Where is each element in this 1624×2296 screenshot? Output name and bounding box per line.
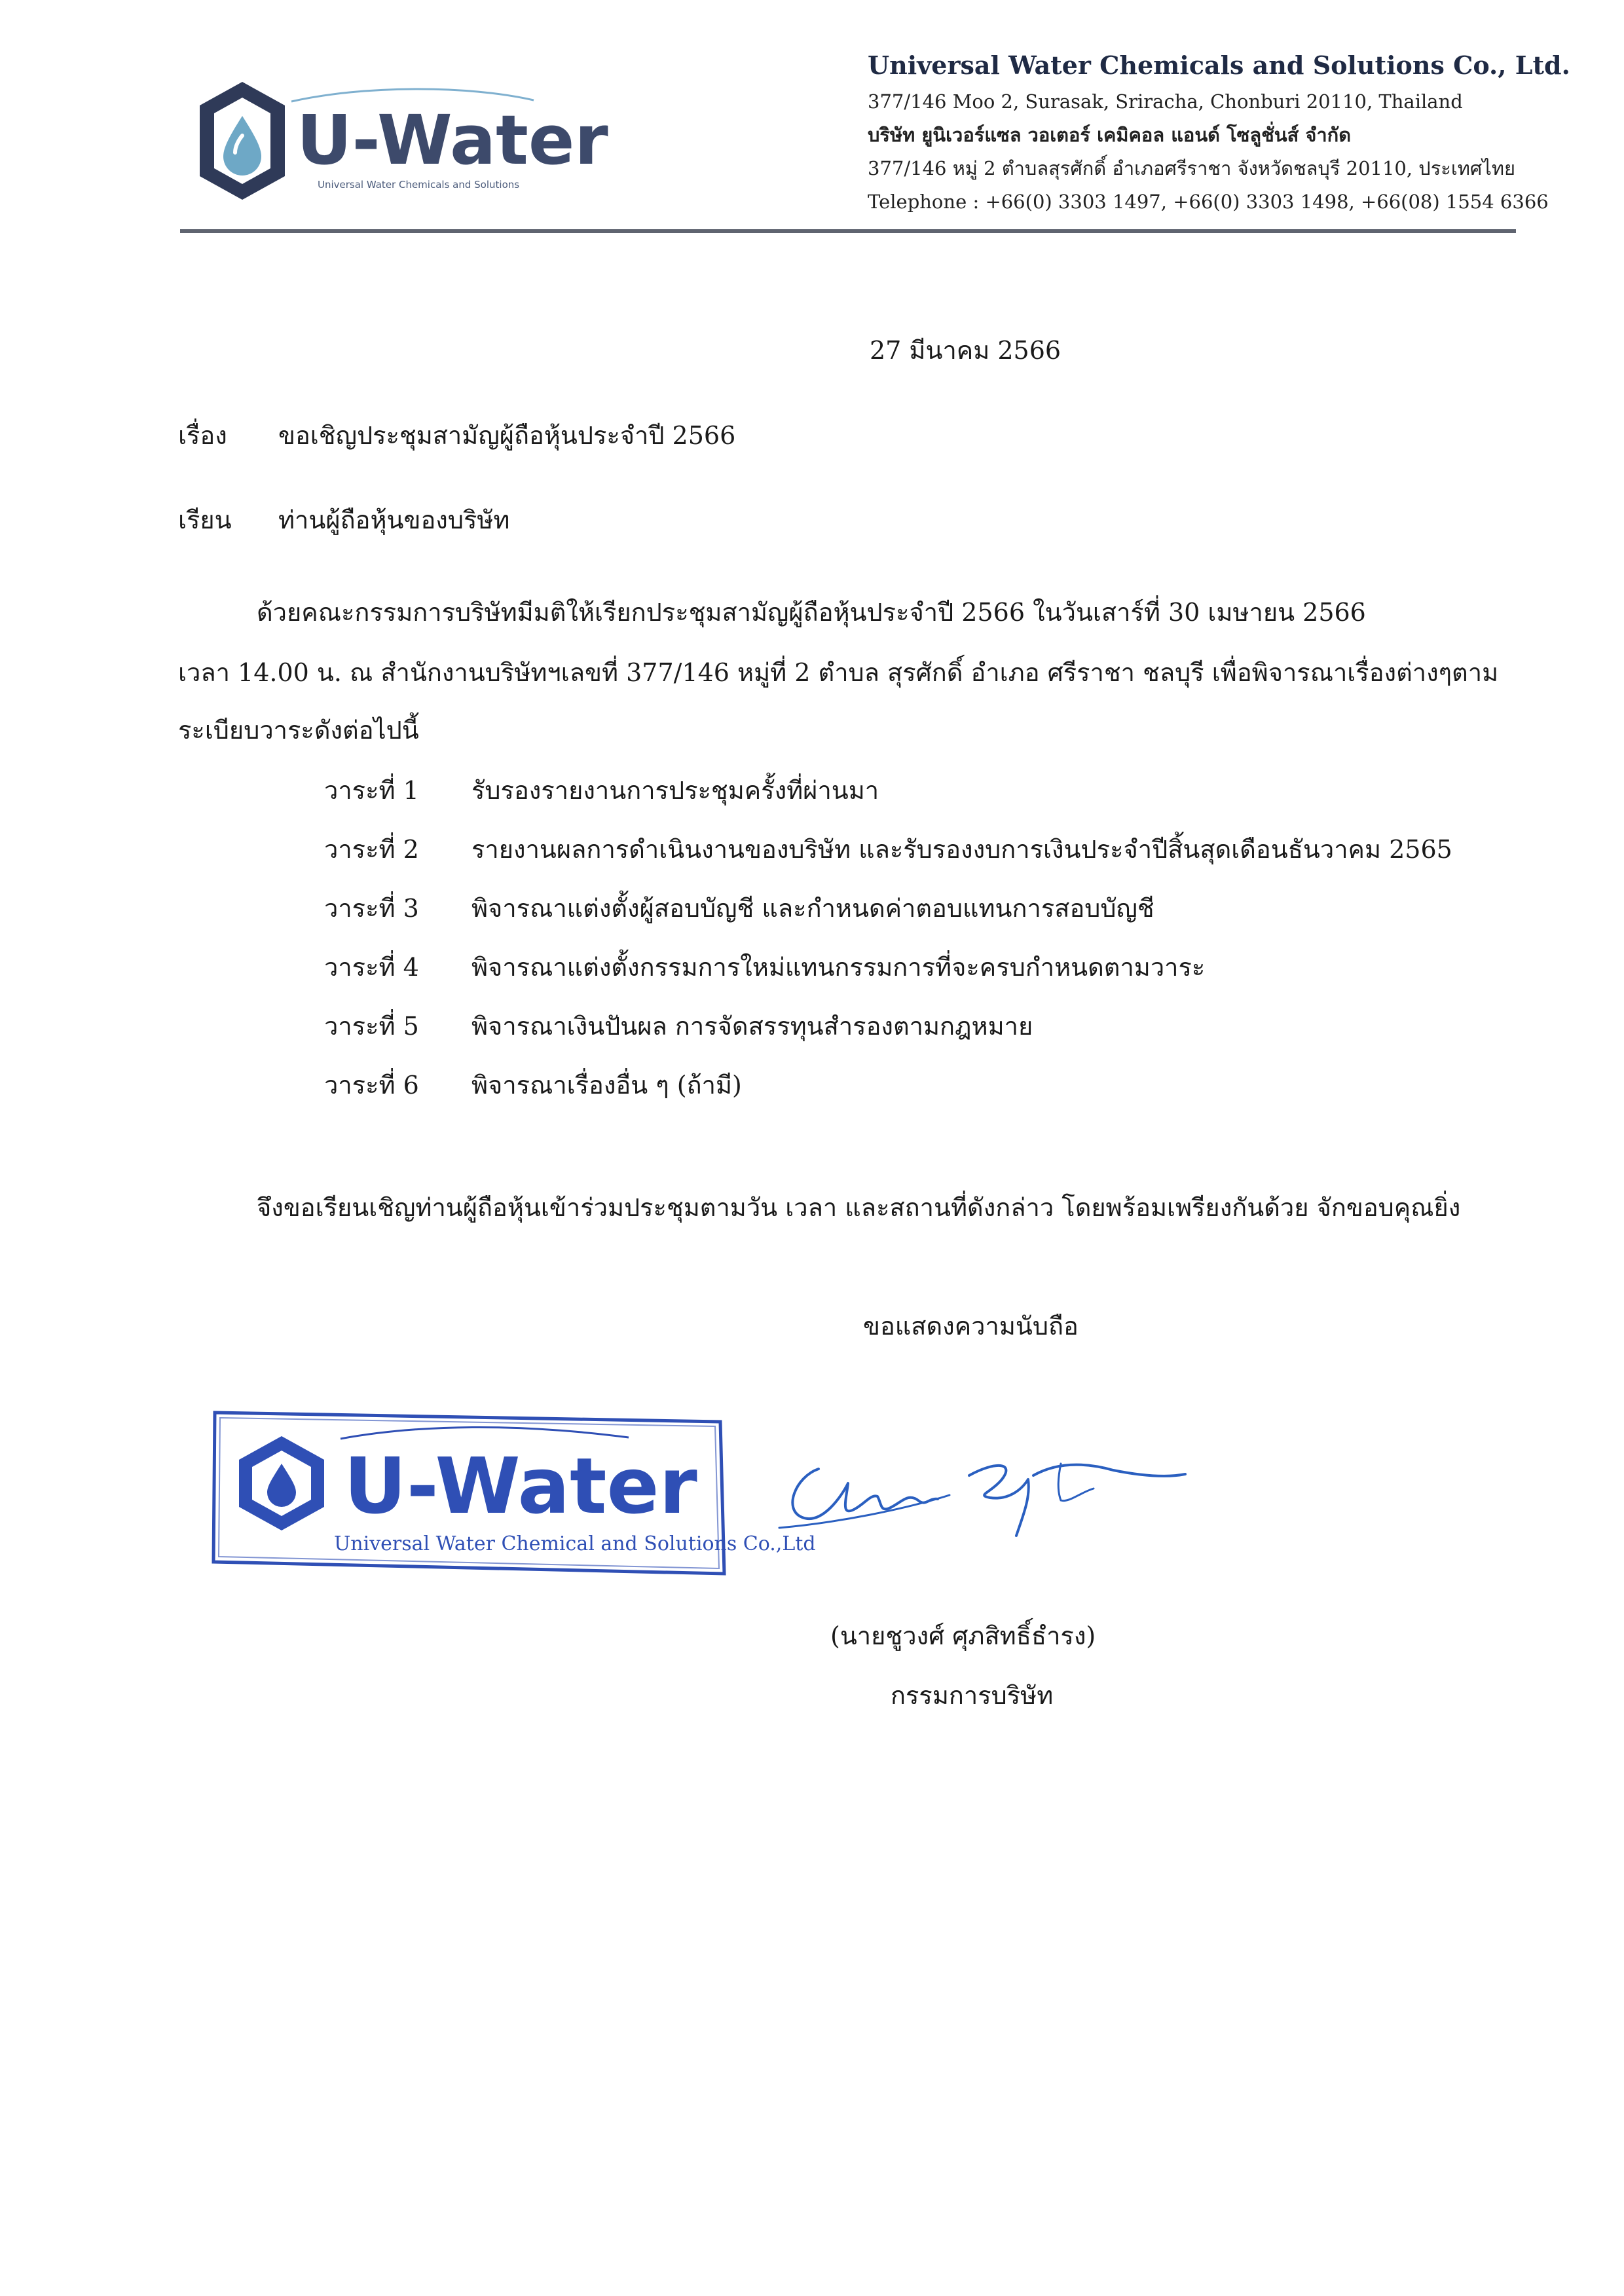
recipient-text: ท่านผู้ถือหุ้นของบริษัท (278, 506, 510, 534)
agenda-item-label: วาระที่ 5 (324, 1012, 419, 1041)
company-stamp (210, 1398, 816, 1582)
agenda-item-text: พิจารณาเงินปันผล การจัดสรรทุนสำรองตามกฎหมาย (471, 1012, 1033, 1041)
agenda-item-text: พิจารณาแต่งตั้งผู้สอบบัญชี และกำหนดค่าตอบแทนการสอบบัญชี (471, 894, 1154, 923)
agenda-item-label: วาระที่ 1 (324, 776, 419, 805)
telephone: Telephone : +66(0) 3303 1497, +66(0) 3303 1498, +66(08) 1554 6366 (868, 191, 1549, 213)
stamp-icon (210, 1398, 816, 1582)
agenda-item-text: รับรองรายงานการประชุมครั้งที่ผ่านมา (471, 776, 879, 805)
regards-text: ขอแสดงความนับถือ (863, 1312, 1079, 1341)
agenda-item-label: วาระที่ 4 (324, 953, 419, 982)
agenda-item-text: พิจารณาเรื่องอื่น ๆ (ถ้ามี) (471, 1071, 742, 1100)
signer-name: (นายชูวงศ์ ศุภสิทธิ์ธำรง) (830, 1621, 1096, 1650)
u-water-logo-icon (193, 75, 608, 206)
recipient-label: เรียน (178, 506, 232, 534)
subject-label: เรื่อง (178, 421, 227, 450)
body-paragraph-line-3: ระเบียบวาระดังต่อไปนี้ (178, 716, 419, 745)
signer-title: กรรมการบริษัท (891, 1681, 1054, 1710)
company-name-th: บริษัท ยูนิเวอร์แซล วอเตอร์ เคมิคอล แอนด์ โซลูชั่นส์ จำกัด (868, 124, 1352, 146)
agenda-item-label: วาระที่ 3 (324, 894, 419, 923)
company-name-en: Universal Water Chemicals and Solutions Co., Ltd. (868, 50, 1570, 80)
logo-wordmark: U-Water (297, 100, 608, 180)
agenda-item-label: วาระที่ 2 (324, 835, 419, 864)
company-logo (193, 75, 608, 206)
agenda-item-text: รายงานผลการดำเนินงานของบริษัท และรับรองงบการเงินประจำปีสิ้นสุดเดือนธันวาคม 2565 (471, 835, 1452, 864)
logo-tagline: Universal Water Chemicals and Solutions (318, 179, 520, 191)
agenda-item-label: วาระที่ 6 (324, 1071, 419, 1100)
signature (773, 1437, 1192, 1555)
handwritten-signature-icon (773, 1437, 1192, 1555)
header-divider (180, 229, 1516, 233)
body-paragraph-line-2: เวลา 14.00 น. ณ สำนักงานบริษัทฯเลขที่ 377/146 หมู่ที่ 2 ตำบล สุรศักดิ์ อำเภอ ศรีราชา ชลบุรี เพื่อพิจารณาเรื่องต่างๆตาม (178, 658, 1499, 687)
address-en: 377/146 Moo 2, Surasak, Sriracha, Chonburi 20110, Thailand (868, 90, 1463, 113)
subject-text: ขอเชิญประชุมสามัญผู้ถือหุ้นประจำปี 2566 (278, 421, 736, 450)
stamp-text: Universal Water Chemical and Solutions Co.,Ltd (334, 1532, 816, 1555)
body-paragraph-line-1: ด้วยคณะกรรมการบริษัทมีมติให้เรียกประชุมสามัญผู้ถือหุ้นประจำปี 2566 ในวันเสาร์ที่ 30 เมษายน 2566 (257, 598, 1366, 627)
stamp-wordmark: U-Water (344, 1441, 697, 1531)
closing-paragraph: จึงขอเรียนเชิญท่านผู้ถือหุ้นเข้าร่วมประชุมตามวัน เวลา และสถานที่ดังกล่าว โดยพร้อมเพรียงกันด้วย จักขอบคุณยิ่ง (257, 1193, 1461, 1222)
address-th: 377/146 หมู่ 2 ตำบลสุรศักดิ์ อำเภอศรีราชา จังหวัดชลบุรี 20110, ประเทศไทย (868, 157, 1516, 179)
company-info (868, 46, 1570, 219)
agenda-item-text: พิจารณาแต่งตั้งกรรมการใหม่แทนกรรมการที่จะครบกำหนดตามวาระ (471, 953, 1206, 982)
letter-date: 27 มีนาคม 2566 (870, 336, 1061, 365)
